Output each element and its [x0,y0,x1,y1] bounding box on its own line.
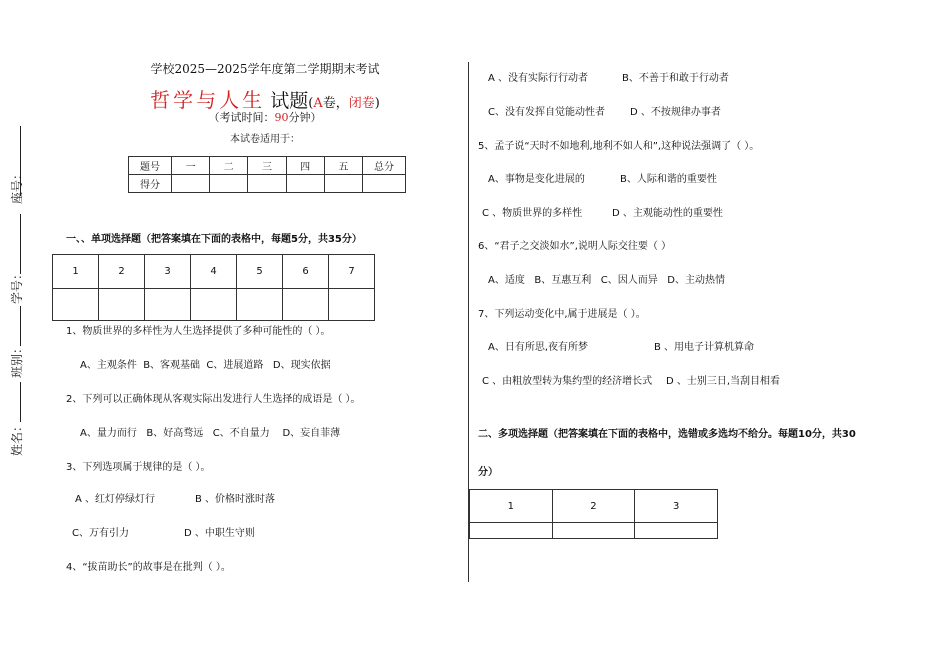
answer-number: 2 [552,490,635,523]
answer-cell[interactable] [283,289,329,321]
binding-line [20,214,21,274]
binding-line [20,382,21,422]
answer-cell[interactable] [329,289,375,321]
question-5-stem: 5、孟子说“天时不如地利,地利不如人和”,这种说法强调了（ ）。 [478,141,760,152]
question-6-stem: 6、“君子之交淡如水”,说明人际交往要（ ） [478,241,672,252]
time-suffix: 分钟） [288,111,322,124]
applicable-line: 本试卷适用于： [230,134,300,145]
question-5-option-b: B、人际和谐的重要性 [620,174,717,185]
score-row-label: 得分 [129,175,172,193]
question-4-stem: 4、“拔苗助长”的故事是在批判（ ）。 [66,562,231,573]
exam-time [0,109,530,125]
paper-a: A [313,96,323,111]
score-cell[interactable] [324,175,362,193]
score-table-row [129,175,406,193]
class-label: 班别： [10,341,24,378]
answer-cell[interactable] [470,523,553,539]
student-no-label: 学号： [10,267,24,304]
time-prefix: （考试时间： [208,111,275,124]
answer-number: 6 [283,255,329,289]
section2-title-cont: 分） [478,467,498,478]
answer-number: 3 [635,490,718,523]
score-cell[interactable] [210,175,248,193]
question-6-options: A、适度 B、互惠互利 C、因人而异 D、主动热情 [488,275,725,286]
question-3-option-b: B 、价格时涨时落 [195,494,276,505]
question-5-option-d: D 、主观能动性的重要性 [612,208,723,219]
question-7-stem: 7、下列运动变化中,属于进展是（ ）。 [478,309,646,320]
score-table-header: 四 [286,157,324,175]
question-3-stem: 3、下列选项属于规律的是（ ）。 [66,462,211,473]
score-table-header: 三 [248,157,286,175]
title-shiti: 试题 [270,90,309,112]
time-value: 90 [274,111,289,124]
answer-cell[interactable] [53,289,99,321]
score-table [128,156,406,193]
question-4-option-d: D 、不按规律办事者 [630,107,721,118]
answer-number: 5 [237,255,283,289]
answer-cell[interactable] [635,523,718,539]
question-7-option-b: B 、用电子计算机算命 [654,342,755,353]
score-table-header: 五 [324,157,362,175]
binding-line [20,306,21,346]
answer-cell[interactable] [552,523,635,539]
question-1-stem: 1、物质世界的多样性为人生选择提供了多种可能性的（ ）。 [66,326,331,337]
question-4-option-b: B、不善于和敢于行动者 [622,73,729,84]
section1-answer-table [52,254,375,321]
answer-number: 2 [99,255,145,289]
score-cell[interactable] [363,175,406,193]
question-3-option-c: C、万有引力 [72,528,129,539]
score-cell[interactable] [172,175,210,193]
answer-cell[interactable] [145,289,191,321]
question-1-options: A、主观条件 B、客观基础 C、进展道路 D、现实依据 [80,360,331,371]
answer-number: 3 [145,255,191,289]
question-7-option-c: C 、由粗放型转为集约型的经济增长式 [482,376,653,387]
answer-cell[interactable] [191,289,237,321]
section2-title: 二、多项选择题（把答案填在下面的表格中，选错或多选均不给分。每题10分，共30 [478,429,856,440]
score-table-header: 二 [210,157,248,175]
score-table-header: 一 [172,157,210,175]
exam-header-line: 学校2025—2025学年度第二学期期末考试 [150,62,380,76]
answer-number: 1 [53,255,99,289]
question-5-option-c: C 、物质世界的多样性 [482,208,583,219]
answer-number: 4 [191,255,237,289]
question-4-option-a: A 、没有实际行行动者 [488,73,589,84]
question-3-option-d: D 、中职生守则 [184,528,255,539]
question-7-option-d: D 、士别三日,当刮目相看 [666,376,781,387]
answer-row [470,523,718,539]
score-table-header: 总分 [363,157,406,175]
answer-cell[interactable] [99,289,145,321]
question-2-stem: 2、下列可以正确体现从客观实际出发进行人生选择的成语是（ ）。 [66,394,361,405]
paper-juan: 卷， [322,96,349,111]
question-3-option-a: A 、红灯停绿灯行 [75,494,156,505]
answer-number: 1 [470,490,553,523]
paper-closed: 闭卷 [348,96,375,111]
question-7-option-a: A、日有所思,夜有所梦 [488,342,589,353]
question-5-option-a: A、事物是变化进展的 [488,174,585,185]
question-2-options: A、量力而行 B、好高骛远 C、不自量力 D、妄自菲薄 [80,428,341,439]
score-table-header-row [129,157,406,175]
paper-open: ( [308,96,314,111]
answer-cell[interactable] [237,289,283,321]
score-table-header: 题号 [129,157,172,175]
section1-title: 一、、单项选择题（把答案填在下面的表格中，每题5分，共35分） [66,234,362,245]
paper-close: ) [374,96,380,111]
answer-row [53,289,375,321]
answer-number-row [53,255,375,289]
question-4-option-c: C、没有发挥自觉能动性者 [488,107,605,118]
subject-title: 哲学与人生 [150,88,266,112]
name-label: 姓名： [10,419,24,456]
section2-answer-table [469,489,718,539]
answer-number: 7 [329,255,375,289]
score-cell[interactable] [286,175,324,193]
answer-number-row [470,490,718,523]
seat-label: 座号： [10,167,24,204]
score-cell[interactable] [248,175,286,193]
